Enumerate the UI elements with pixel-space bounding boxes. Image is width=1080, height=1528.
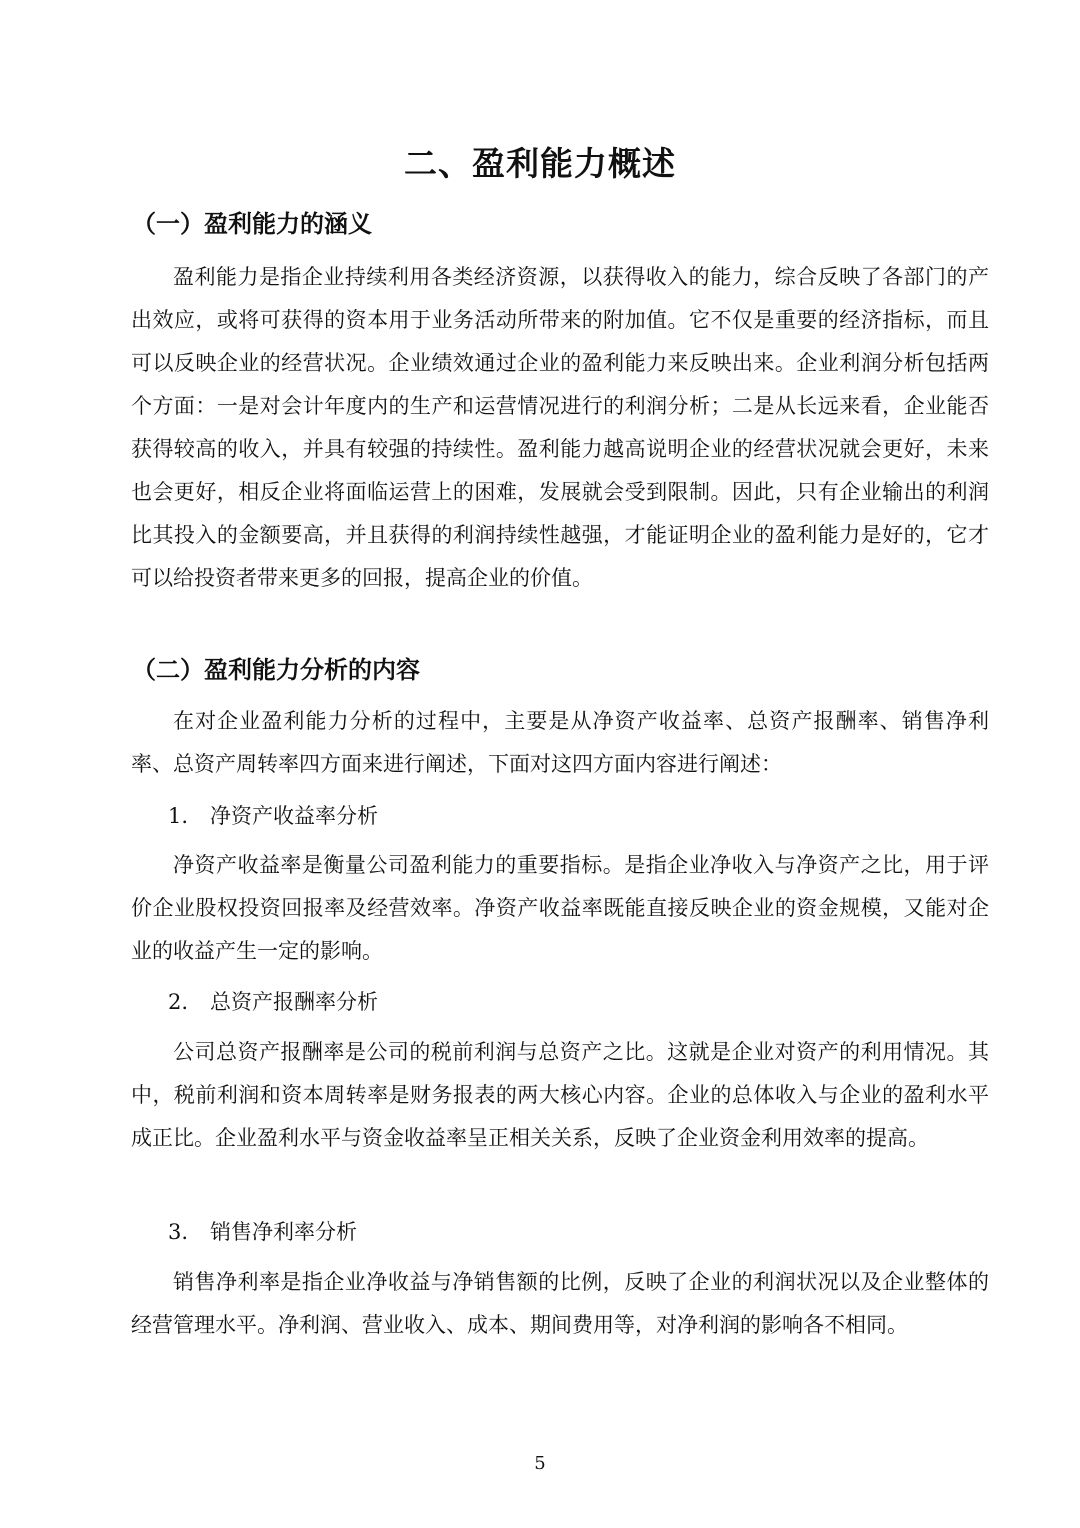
- subsection-2-paragraph: 公司总资产报酬率是公司的税前利润与总资产之比。这就是企业对资产的利用情况。其中，税前利润和资本周转率是财务报表的两大核心内容。企业的总体收入与企业的盈利水平成正比。企业盈利水平与资金收益率呈正相关关系，反映了企业资金利用效率的提高。: [131, 1040, 989, 1150]
- subsection-number: 2.: [168, 990, 189, 1014]
- subsection-title: 净资产收益率分析: [210, 804, 378, 828]
- page-title: 二、盈利能力概述: [404, 144, 676, 183]
- subsection-number: 1.: [168, 804, 189, 828]
- subsection-3-paragraph: 销售净利率是指企业净收益与净销售额的比例，反映了企业的利润状况以及企业整体的经营管理水平。净利润、营业收入、成本、期间费用等，对净利润的影响各不相同。: [131, 1270, 989, 1337]
- subsection-number: 3.: [168, 1220, 189, 1244]
- subsection-1-paragraph: 净资产收益率是衡量公司盈利能力的重要指标。是指企业净收入与净资产之比，用于评价企业股权投资回报率及经营效率。净资产收益率既能直接反映企业的资金规模，又能对企业的收益产生一定的影响。: [131, 853, 989, 963]
- section-heading-1: （一）盈利能力的涵义: [132, 210, 372, 238]
- subsection-title: 总资产报酬率分析: [210, 990, 378, 1014]
- page-number: 5: [534, 1453, 546, 1474]
- subsection-heading-3: [168, 1212, 868, 1252]
- subsection-heading-2: [168, 982, 868, 1022]
- section-heading-2: （二）盈利能力分析的内容: [132, 656, 420, 684]
- section-2-intro-paragraph: 在对企业盈利能力分析的过程中，主要是从净资产收益率、总资产报酬率、销售净利率、总资产周转率四方面来进行阐述，下面对这四方面内容进行阐述：: [131, 709, 989, 776]
- section-1-paragraph: 盈利能力是指企业持续利用各类经济资源，以获得收入的能力，综合反映了各部门的产出效应，或将可获得的资本用于业务活动所带来的附加值。它不仅是重要的经济指标，而且可以反映企业的经营状况。企业绩效通过企业的盈利能力来反映出来。企业利润分析包括两个方面：一是对会计年度内的生产和运营情况进行的利润分析；二是从长远来看，企业能否获得较高的收入，并具有较强的持续性。盈利能力越高说明企业的经营状况就会更好，未来也会更好，相反企业将面临运营上的困难，发展就会受到限制。因此，只有企业输出的利润比其投入的金额要高，并且获得的利润持续性越强，才能证明企业的盈利能力是好的，它才可以给投资者带来更多的回报，提高企业的价值。: [131, 265, 989, 590]
- subsection-heading-1: [168, 796, 868, 836]
- subsection-title: 销售净利率分析: [210, 1220, 357, 1244]
